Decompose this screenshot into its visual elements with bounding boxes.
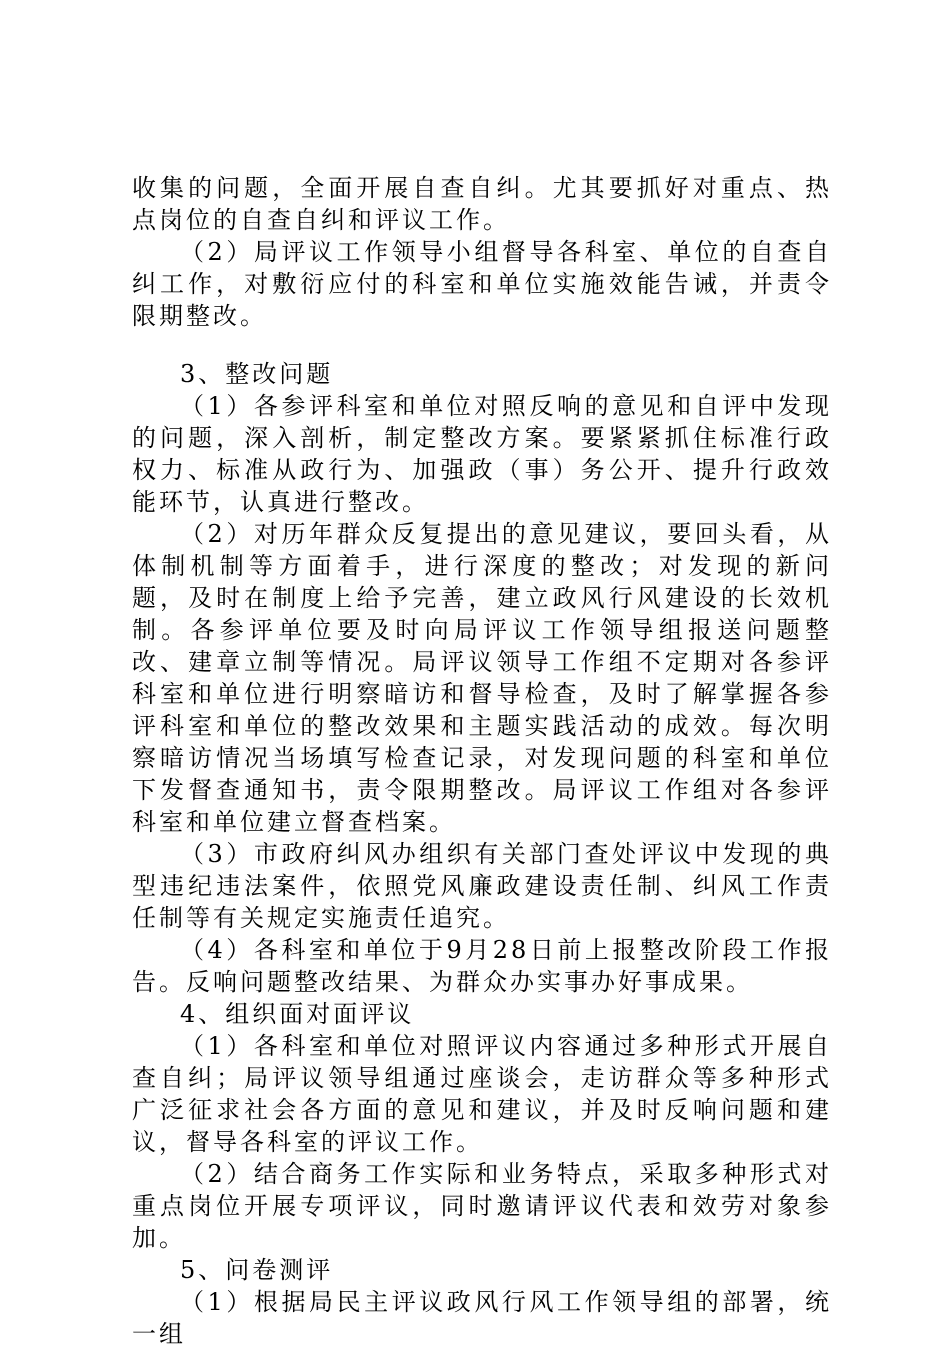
paragraph-continuation: 收集的问题，全面开展自查自纠。尤其要抓好对重点、热点岗位的自查自纠和评议工作。 — [132, 174, 832, 234]
paragraph-item-2-deep-rectification: （2）对历年群众反复提出的意见建议，要回头看，从体制机制等方面着手，进行深度的整改；对发现的新问题，及时在制度上给予完善，建立政风行风建设的长效机制。各参评单位要及时向局评议工作领导组报送问题整改、建章立制等情况。局评议领导工作组不定期对各参评科室和单位进行明察暗访和督导检查，及时了解掌握各参评科室和单位的整改效果和主题实践活动的成效。每次明察暗访情况当场填写检查记录，对发现问题的科室和单位下发督查通知书，责令限期整改。局评议工作组对各参评科室和单位建立督查档案。 — [132, 520, 832, 836]
paragraph-item-2-special-review: （2）结合商务工作实际和业务特点，采取多种形式对重点岗位开展专项评议，同时邀请评议代表和效劳对象参加。 — [132, 1160, 832, 1252]
paragraph-item-1-rectification-plan: （1）各参评科室和单位对照反响的意见和自评中发现的问题，深入剖析，制定整改方案。要紧紧抓住标准行政权力、标准从政行为、加强政（事）务公开、提升行政效能环节，认真进行整改。 — [132, 392, 832, 516]
paragraph-item-3-accountability: （3）市政府纠风办组织有关部门查处评议中发现的典型违纪违法案件，依照党风廉政建设责任制、纠风工作责任制等有关规定实施责任追究。 — [132, 840, 832, 932]
paragraph-item-4-report: （4）各科室和单位于9月28日前上报整改阶段工作报告。反响问题整改结果、为群众办实事办好事成果。 — [132, 936, 832, 996]
paragraph-item-1-questionnaire: （1）根据局民主评议政风行风工作领导组的部署，统一组 — [132, 1288, 832, 1348]
document-body — [132, 172, 832, 1350]
section-heading-rectification: 3、整改问题 — [180, 360, 334, 388]
section-heading-questionnaire: 5、问卷测评 — [180, 1256, 334, 1284]
paragraph-item-2-supervision: （2）局评议工作领导小组督导各科室、单位的自查自纠工作，对敷衍应付的科室和单位实施效能告诫，并责令限期整改。 — [132, 238, 832, 330]
section-heading-face-to-face: 4、组织面对面评议 — [180, 1000, 415, 1028]
paragraph-item-1-self-check: （1）各科室和单位对照评议内容通过多种形式开展自查自纠；局评议领导组通过座谈会，走访群众等多种形式广泛征求社会各方面的意见和建议，并及时反响问题和建议，督导各科室的评议工作。 — [132, 1032, 832, 1156]
